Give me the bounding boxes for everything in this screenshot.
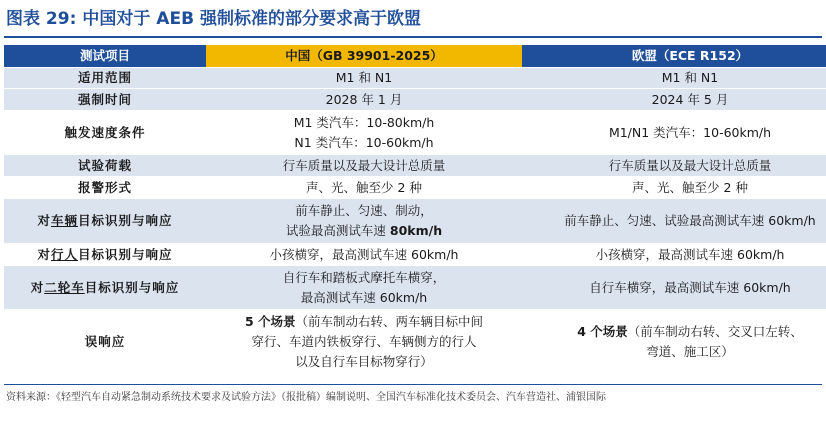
china-cell bbox=[206, 310, 522, 374]
figure-number: 图表 29: bbox=[6, 9, 77, 29]
eu-cell bbox=[522, 310, 826, 374]
table-row bbox=[4, 68, 826, 89]
header-row bbox=[4, 45, 826, 68]
comparison-table bbox=[4, 45, 826, 374]
eu-cell: 2024 年 5 月 bbox=[522, 89, 826, 111]
source-rule bbox=[4, 384, 822, 385]
row-label bbox=[4, 244, 206, 266]
china-cell bbox=[206, 199, 522, 244]
eu-cell: M1 和 N1 bbox=[522, 68, 826, 89]
china-text: （前车制动右转、两车辆目标中间 bbox=[295, 313, 484, 329]
row-label bbox=[4, 266, 206, 310]
china-line: N1 类汽车：10-60km/h bbox=[294, 134, 434, 150]
label-part: 对 bbox=[37, 246, 51, 262]
china-line bbox=[212, 312, 516, 332]
row-label: 试验荷载 bbox=[4, 155, 206, 177]
china-line bbox=[212, 221, 516, 241]
table-row bbox=[4, 266, 826, 310]
china-cell: 声、光、触至少 2 种 bbox=[206, 177, 522, 199]
label-part: 对 bbox=[30, 279, 45, 295]
china-cell: M1 和 N1 bbox=[206, 68, 522, 89]
eu-cell: 小孩横穿，最高测试车速 60km/h bbox=[522, 244, 826, 266]
eu-cell: M1/N1 类汽车：10-60km/h bbox=[522, 111, 826, 155]
eu-text: （前车制动右转、交叉口左转、 bbox=[627, 323, 803, 339]
eu-cell: 声、光、触至少 2 种 bbox=[522, 177, 826, 199]
row-label: 触发速度条件 bbox=[4, 111, 206, 155]
label-underlined: 行人 bbox=[50, 246, 78, 262]
china-text: 试验最高测试车速 bbox=[285, 223, 390, 238]
label-part: 目标识别与响应 bbox=[78, 213, 173, 228]
china-cell: 行车质量以及最大设计总质量 bbox=[206, 155, 522, 177]
table-row bbox=[4, 310, 826, 374]
china-cell bbox=[206, 111, 522, 155]
china-line: 穿行、车道内铁板穿行、车辆侧方的行人 bbox=[251, 333, 477, 349]
row-label: 报警形式 bbox=[4, 177, 206, 199]
header-eu: 欧盟（ECE R152） bbox=[522, 45, 826, 68]
china-line: 前车静止、匀速、制动， bbox=[295, 203, 433, 218]
eu-highlight: 4 个场景 bbox=[577, 323, 628, 339]
label-underlined: 二轮车 bbox=[44, 279, 85, 295]
row-label: 强制时间 bbox=[4, 89, 206, 111]
china-cell bbox=[206, 266, 522, 310]
table-row bbox=[4, 177, 826, 199]
title-rule bbox=[4, 36, 822, 38]
china-cell: 小孩横穿，最高测试车速 60km/h bbox=[206, 244, 522, 266]
china-line: M1 类汽车：10-80km/h bbox=[293, 114, 435, 130]
table-row bbox=[4, 155, 826, 177]
china-line: 以及自行车目标物穿行） bbox=[295, 353, 433, 369]
china-line: 最高测试车速 60km/h bbox=[300, 289, 428, 305]
table-row bbox=[4, 199, 826, 244]
table-row bbox=[4, 89, 826, 111]
table-row bbox=[4, 111, 826, 155]
eu-line: 弯道、施工区） bbox=[646, 343, 734, 359]
china-highlight: 5 个场景 bbox=[244, 313, 296, 329]
eu-line bbox=[528, 322, 826, 342]
label-part: 对 bbox=[37, 213, 51, 228]
china-cell: 2028 年 1 月 bbox=[206, 89, 522, 111]
header-china: 中国（GB 39901-2025） bbox=[206, 45, 522, 68]
row-label: 误响应 bbox=[4, 310, 206, 374]
header-test-item: 测试项目 bbox=[4, 45, 206, 68]
china-line: 自行车和踏板式摩托车横穿， bbox=[282, 269, 446, 285]
label-part: 目标识别与响应 bbox=[78, 246, 173, 262]
eu-cell: 行车质量以及最大设计总质量 bbox=[522, 155, 826, 177]
label-part: 目标识别与响应 bbox=[84, 279, 180, 295]
figure-title-text: 中国对于 AEB 强制标准的部分要求高于欧盟 bbox=[82, 9, 421, 29]
china-highlight: 80km/h bbox=[389, 223, 443, 238]
table-row bbox=[4, 244, 826, 266]
row-label bbox=[4, 199, 206, 244]
label-underlined: 车辆 bbox=[50, 213, 78, 228]
source-note: 资料来源：《轻型汽车自动紧急制动系统技术要求及试验方法》（报批稿）编制说明、全国汽车标准化技术委员会、汽车营造社、浦银国际 bbox=[6, 392, 606, 403]
eu-cell: 前车静止、匀速、试验最高测试车速 60km/h bbox=[522, 199, 826, 244]
figure-title bbox=[6, 4, 421, 34]
row-label: 适用范围 bbox=[4, 68, 206, 89]
eu-cell: 自行车横穿，最高测试车速 60km/h bbox=[522, 266, 826, 310]
